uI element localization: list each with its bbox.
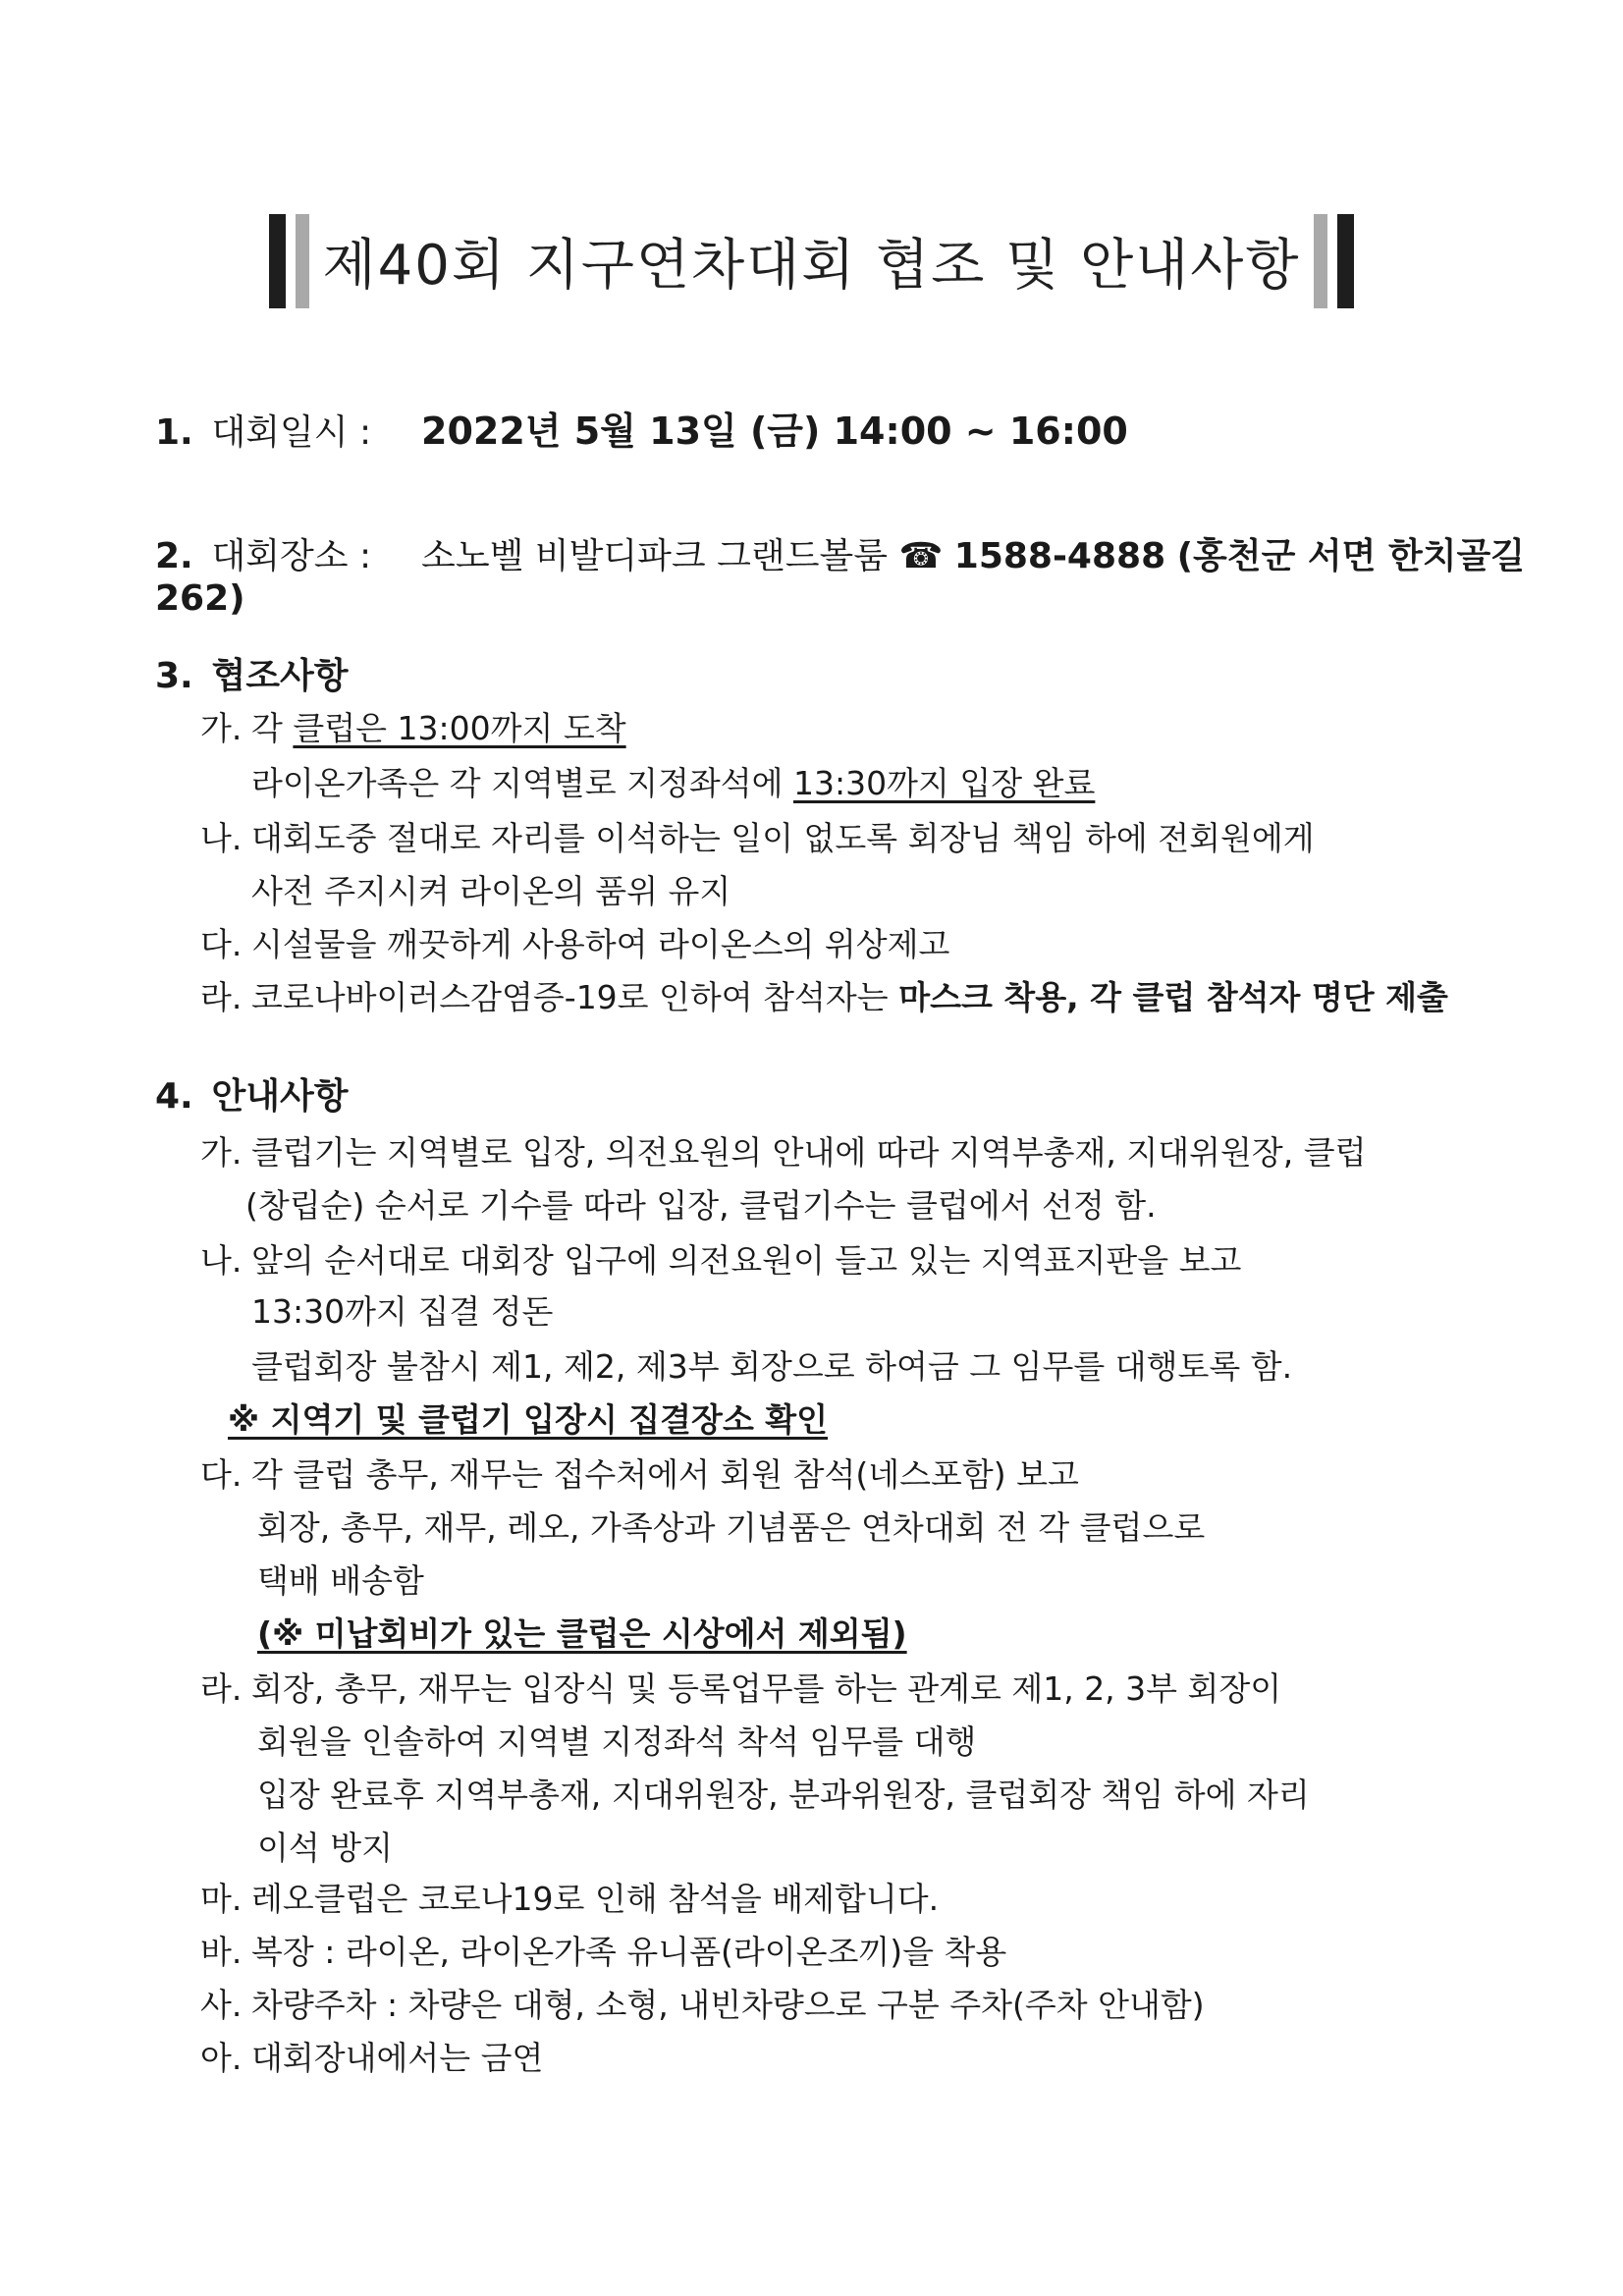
section-number: 4. [155,1076,193,1117]
item-marker: 다. [200,1455,243,1494]
item-3-ga-line2 [251,758,1095,804]
decor-bar [1337,214,1354,308]
item-text-underlined: 클럽은 13:00까지 도착 [293,709,626,747]
title-bars-left [269,214,309,308]
item-4-sa [200,1980,1205,2026]
item-4-ma [200,1874,939,1920]
item-marker: 가. [200,709,243,747]
item-4-ba [200,1927,1006,1973]
item-text: 차량주차 : 차량은 대형, 소형, 내빈차량으로 구분 주차(주차 안내함) [251,1986,1205,2024]
item-4-ga-line2 [245,1180,1157,1227]
document-title: 제40회 지구연차대회 협조 및 안내사항 [322,234,1301,298]
item-3-da [200,919,949,965]
title-row [0,214,1623,308]
section-label: 대회일시 : [211,412,372,453]
venue-name: 소노벨 비발디파크 그랜드볼룸 [421,536,889,576]
item-3-ga [200,703,626,749]
item-text-underlined: 13:30까지 입장 완료 [793,764,1096,802]
phone-icon: ☎ [898,536,944,576]
section-number: 3. [155,656,193,696]
item-marker: 라. [200,978,243,1016]
item-4-na-line3 [251,1341,1292,1388]
item-3-ra [200,972,1448,1018]
section-3-heading [155,648,349,698]
item-4-da-line2 [257,1503,1205,1549]
item-marker: 다. [200,925,243,963]
item-4-da-line3 [257,1556,424,1602]
item-4-ra-line3 [257,1770,1310,1816]
item-4-na-line2 [251,1286,553,1333]
item-marker: 나. [200,1241,243,1280]
item-note-bold-underlined: ※ 지역기 및 클럽기 입장시 집결장소 확인 [228,1400,829,1439]
item-4-da-note [257,1609,907,1655]
item-4-da [200,1449,1079,1496]
decor-bar [269,214,286,308]
item-marker: 마. [200,1880,243,1918]
item-marker: 가. [200,1133,243,1172]
item-4-ra-line2 [257,1717,976,1763]
item-4-na [200,1235,1241,1282]
decor-bar [1314,214,1327,308]
item-text: 택배 배송함 [257,1561,424,1600]
item-marker: 라. [200,1669,243,1708]
item-marker: 바. [200,1933,243,1971]
item-text: 복장 : 라이온, 라이온가족 유니폼(라이온조끼)을 착용 [251,1933,1007,1971]
section-label: 대회장소 : [211,536,372,576]
item-text: 시설물을 깨끗하게 사용하여 라이온스의 위상제고 [251,925,950,963]
item-text: 회장, 총무, 재무, 레오, 가족상과 기념품은 연차대회 전 각 클럽으로 [257,1508,1206,1547]
decor-bar [296,214,309,308]
item-text: 대회장내에서는 금연 [251,2039,544,2077]
title-bars-right [1314,214,1354,308]
item-text: 각 클럽 총무, 재무는 접수처에서 회원 참석(네스포함) 보고 [251,1455,1079,1494]
item-text-bold: 마스크 착용, 각 클럽 참석자 명단 제출 [898,978,1448,1016]
item-marker: 나. [200,819,243,857]
item-text: 대회도중 절대로 자리를 이석하는 일이 없도록 회장님 책임 하에 전회원에게 [251,819,1315,857]
item-3-na [200,813,1315,859]
item-text: 회원을 인솔하여 지역별 지정좌석 착석 임무를 대행 [257,1722,977,1761]
item-text: 코로나바이러스감염증-19로 인하여 참석자는 [251,978,889,1016]
event-datetime: 2022년 5월 13일 (금) 14:00 ~ 16:00 [421,410,1128,453]
section-4-heading [155,1068,349,1119]
item-marker: 사. [200,1986,243,2024]
section-label: 안내사항 [211,1076,349,1117]
item-text: 앞의 순서대로 대회장 입구에 의전요원이 들고 있는 지역표지판을 보고 [251,1241,1242,1280]
section-number: 2. [155,536,193,576]
item-text: 이석 방지 [257,1829,394,1867]
item-marker: 아. [200,2039,243,2077]
item-4-a [200,2033,543,2079]
venue-address: (홍천군 서면 한치골길 262) [155,536,1526,619]
venue-phone: 1588-4888 [953,536,1166,576]
section-1-date [155,401,1128,455]
item-text: 클럽회장 불참시 제1, 제2, 제3부 회장으로 하여금 그 임무를 대행토록 함. [251,1347,1293,1386]
item-text: 회장, 총무, 재무는 입장식 및 등록업무를 하는 관계로 제1, 2, 3부 회장이 [251,1669,1282,1708]
item-text: 클럽기는 지역별로 입장, 의전요원의 안내에 따라 지역부총재, 지대위원장, 클럽 [251,1133,1367,1172]
item-note-bold-underlined: (※ 미납회비가 있는 클럽은 시상에서 제외됨) [257,1614,907,1653]
item-text: 라이온가족은 각 지역별로 지정좌석에 [251,764,784,802]
item-4-ga [200,1127,1366,1174]
item-4-na-note [228,1394,828,1441]
section-2-venue [155,528,1623,619]
section-number: 1. [155,412,193,453]
item-4-ra-line4 [257,1823,393,1869]
item-text: 레오클럽은 코로나19로 인해 참석을 배제합니다. [251,1880,940,1918]
item-text: 13:30까지 집결 정돈 [251,1292,554,1331]
section-label: 협조사항 [211,656,349,696]
item-text: (창립순) 순서로 기수를 따라 입장, 클럽기수는 클럽에서 선정 함. [245,1186,1157,1225]
item-text: 사전 주지시켜 라이온의 품위 유지 [251,872,731,910]
item-4-ra [200,1664,1281,1710]
item-text: 각 [251,709,283,747]
item-text: 입장 완료후 지역부총재, 지대위원장, 분과위원장, 클럽회장 책임 하에 자리 [257,1776,1310,1814]
item-3-na-line2 [251,866,730,912]
